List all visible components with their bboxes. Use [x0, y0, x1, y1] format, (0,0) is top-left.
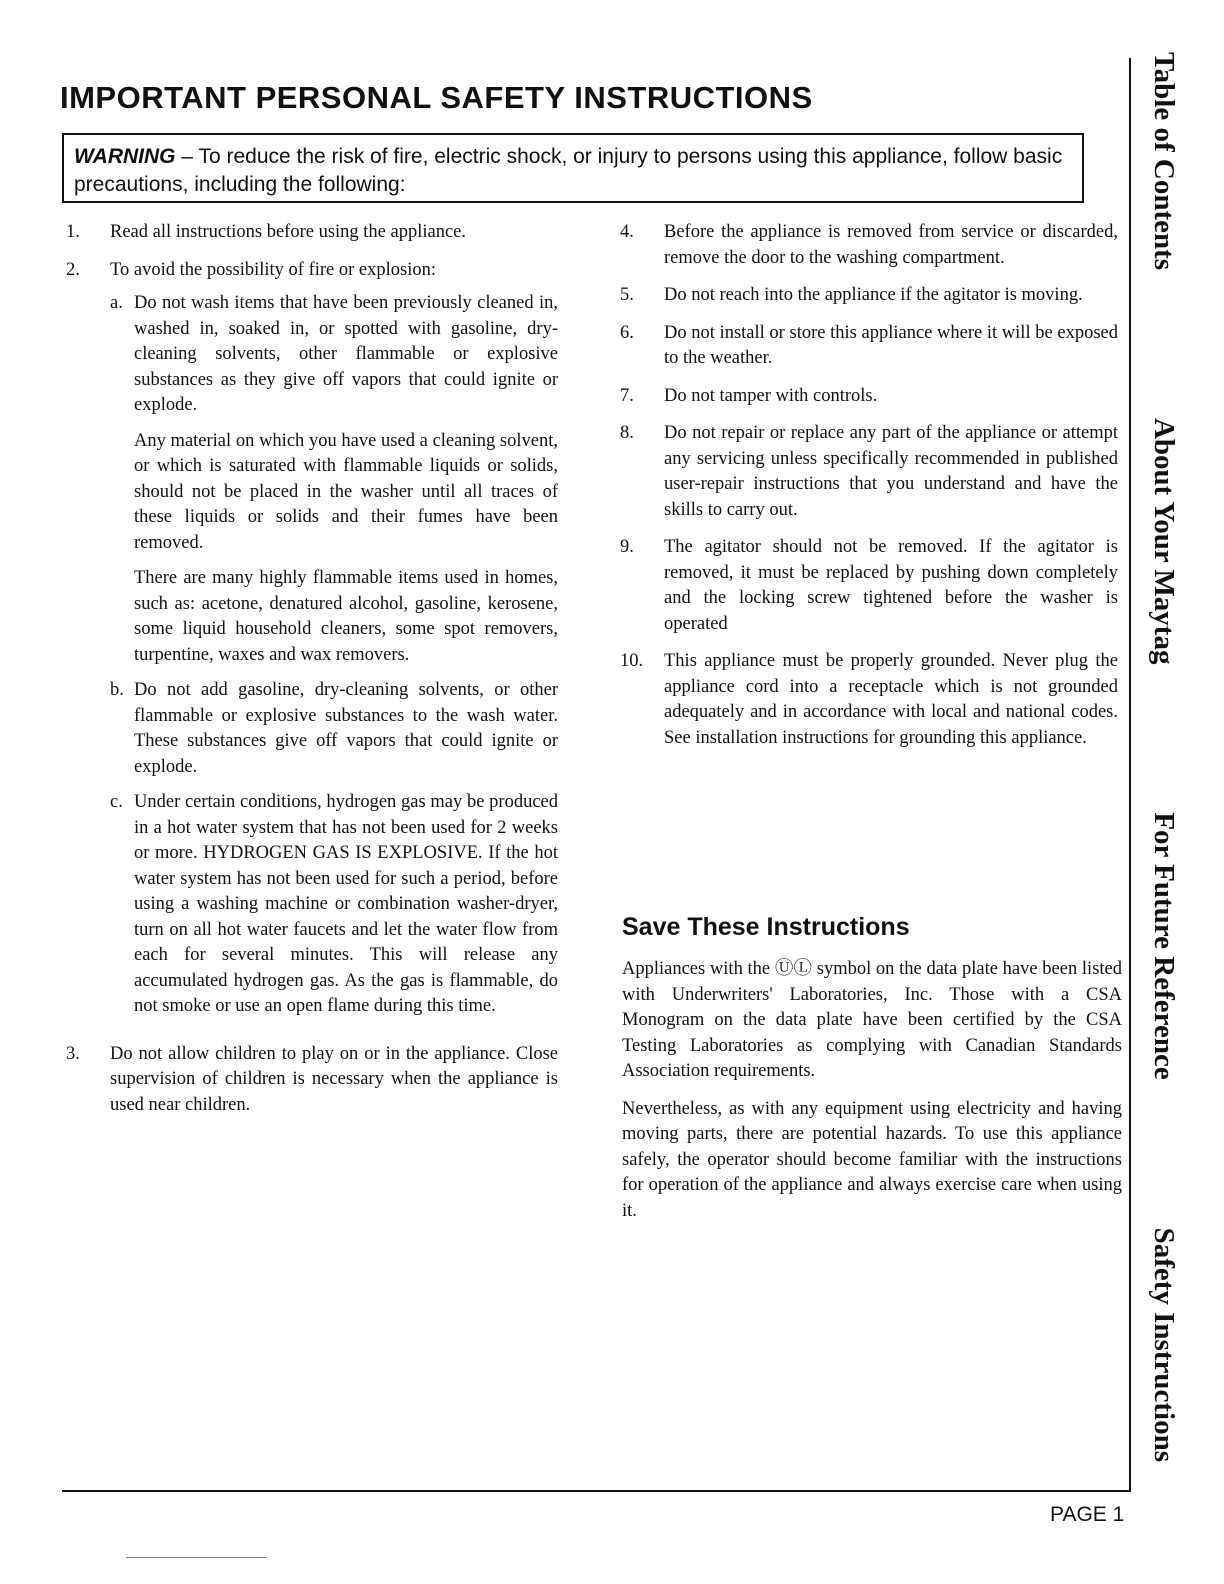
item-text: Do not tamper with controls.	[664, 385, 878, 406]
instruction-item-8	[620, 421, 1118, 523]
sub-item-text: Do not add gasoline, dry-cleaning solvents, or other flammable or explosive substances to the wash water. These substances give off vapors that could ignite or explode.	[134, 680, 558, 777]
sub-item-paragraph: Any material on which you have used a cleaning solvent, or which is saturated with flammable liquids or solids, should not be placed in the washer until all traces of these liquids or solids and their fumes have been removed.	[134, 430, 558, 553]
sub-item-c	[110, 790, 558, 1020]
item-number: 5.	[620, 285, 634, 305]
side-tab-for-future-reference[interactable]: For Future Reference	[1148, 812, 1181, 1080]
item-number: 7.	[620, 385, 634, 406]
sub-item-letter: b.	[110, 680, 124, 700]
instruction-item-2	[66, 258, 558, 1030]
sub-item-a	[110, 291, 558, 668]
item-text: To avoid the possibility of fire or explosion:	[110, 259, 437, 280]
side-tab-safety-instructions[interactable]: Safety Instructions	[1148, 1227, 1181, 1462]
item-text: Before the appliance is removed from service or discarded, remove the door to the washing compartment.	[664, 222, 1118, 268]
item-text: Do not reach into the appliance if the agitator is moving.	[664, 285, 1083, 305]
instruction-item-6	[620, 321, 1118, 372]
sub-item-letter: c.	[110, 792, 123, 812]
instruction-item-9	[620, 535, 1118, 637]
side-tab-about-your-maytag[interactable]: About Your Maytag	[1148, 417, 1181, 665]
item-number: 3.	[66, 1043, 80, 1064]
item-text: Do not allow children to play on or in the appliance. Close supervision of children is necessary when the appliance is used near children.	[110, 1043, 558, 1115]
left-column	[66, 220, 558, 1130]
item-number: 2.	[66, 259, 80, 280]
sub-item-paragraph: There are many highly flammable items used in homes, such as: acetone, denatured alcohol, gasoline, kerosene, some liquid household cleaners, some spot removers, turpentine, waxes and wax removers.	[134, 568, 558, 665]
item-number: 9.	[620, 537, 634, 557]
instruction-item-10	[620, 649, 1118, 751]
side-tab-table-of-contents[interactable]: Table of Contents	[1148, 52, 1181, 271]
item-text: Read all instructions before using the appliance.	[110, 222, 467, 242]
item-number: 1.	[66, 222, 80, 242]
item-number: 8.	[620, 423, 634, 443]
instruction-item-4	[620, 220, 1118, 271]
warning-text: – To reduce the risk of fire, electric shock, or injury to persons using this appliance, follow basic precautions, including the following:	[74, 145, 1063, 196]
sub-item-letter: a.	[110, 293, 123, 313]
side-tab-strip	[1138, 52, 1190, 1462]
page-number: PAGE 1	[1050, 1503, 1125, 1526]
instruction-item-7	[620, 384, 1118, 410]
save-paragraph: Appliances with the ⓊⓁ symbol on the data plate have been listed with Underwriters' Laboratories, Inc. Those with a CSA Monogram on the data plate have been certified by the CSA Testing Laboratories as complying with Canadian Standards Association requirements.	[622, 959, 1122, 1081]
item-number: 4.	[620, 222, 634, 242]
right-column	[620, 220, 1118, 763]
item-text: Do not repair or replace any part of the appliance or attempt any servicing unless specifically recommended in published user-repair instructions that you understand and have the skills to carry out.	[664, 423, 1118, 520]
sub-item-b	[110, 678, 558, 780]
item-number: 10.	[620, 651, 644, 671]
item-text: This appliance must be properly grounded. Never plug the appliance cord into a receptacle which is not grounded adequately and in accordance with local and national codes. See installation instructions for grounding this appliance.	[664, 651, 1118, 748]
save-paragraph: Nevertheless, as with any equipment using electricity and having moving parts, there are potential hazards. To use this appliance safely, the operator should become familiar with the instructions for operation of the appliance and always exercise care when using it.	[622, 1098, 1122, 1221]
warning-label: WARNING	[74, 145, 176, 168]
side-divider	[1129, 58, 1131, 1490]
item-text: Do not install or store this appliance where it will be exposed to the weather.	[664, 322, 1118, 368]
item-text: The agitator should not be removed. If the agitator is removed, it must be replaced by pushing down completely and the locking screw tightened before the washer is operated	[664, 537, 1118, 634]
sub-item-text: Do not wash items that have been previously cleaned in, washed in, soaked in, or spotted with gasoline, dry-cleaning solvents, other flammable or explosive substances as they give off vapors that could ignite or explode.	[134, 293, 558, 415]
instruction-item-3	[66, 1042, 558, 1119]
warning-box	[62, 133, 1084, 203]
instruction-item-1	[66, 220, 558, 246]
footer-rule	[62, 1490, 1131, 1492]
sub-item-text: Under certain conditions, hydrogen gas may be produced in a hot water system that has not been used for 2 weeks or more. HYDROGEN GAS IS EXPLOSIVE. If the hot water system has not been used for such a period, before using a washing machine or combination washer-dryer, turn on all hot water faucets and let the water flow from each for several minutes. This will release any accumulated hydrogen gas. As the gas is flammable, do not smoke or use an open flame during this time.	[134, 792, 558, 1016]
item-number: 6.	[620, 322, 634, 343]
link-underline	[126, 1557, 267, 1558]
page-title: IMPORTANT PERSONAL SAFETY INSTRUCTIONS	[60, 80, 813, 115]
instruction-item-5	[620, 283, 1118, 309]
save-instructions-heading: Save These Instructions	[622, 913, 910, 941]
save-instructions-body	[622, 957, 1122, 1236]
